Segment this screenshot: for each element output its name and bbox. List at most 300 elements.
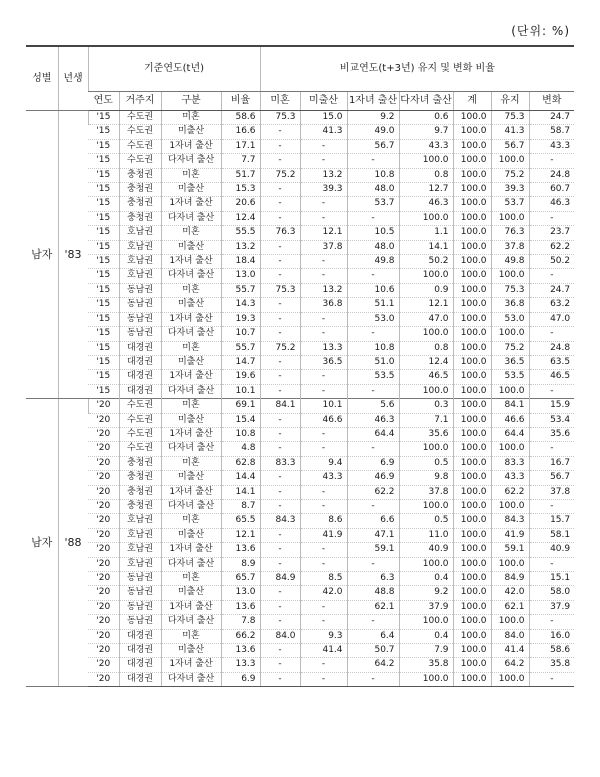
- region-cell: 수도권: [119, 154, 161, 168]
- no-birth-cell: -: [300, 384, 347, 398]
- category-cell: 미출산: [161, 240, 221, 254]
- maintain-cell: 41.9: [491, 528, 529, 542]
- unmarried-cell: -: [260, 413, 300, 427]
- one-child-cell: 64.2: [347, 658, 399, 672]
- multi-child-cell: 0.9: [399, 283, 453, 297]
- change-cell: 43.3: [529, 139, 574, 153]
- year-cell: '15: [88, 111, 119, 125]
- multi-child-cell: 12.4: [399, 355, 453, 369]
- table-row: [26, 283, 574, 297]
- total-cell: 100.0: [453, 572, 491, 586]
- multi-child-cell: 40.9: [399, 543, 453, 557]
- multi-child-cell: 100.0: [399, 499, 453, 513]
- ratio-cell: 17.1: [221, 139, 260, 153]
- change-cell: -: [529, 557, 574, 571]
- multi-child-cell: 100.0: [399, 384, 453, 398]
- no-birth-cell: -: [300, 557, 347, 571]
- maintain-cell: 36.8: [491, 298, 529, 312]
- unmarried-cell: -: [260, 615, 300, 629]
- unmarried-cell: -: [260, 269, 300, 283]
- category-cell: 1자녀 출산: [161, 427, 221, 441]
- maintain-cell: 100.0: [491, 269, 529, 283]
- year-cell: '20: [88, 572, 119, 586]
- table-body: [26, 111, 574, 687]
- region-cell: 호남권: [119, 226, 161, 240]
- maintain-cell: 53.7: [491, 197, 529, 211]
- no-birth-cell: 9.3: [300, 629, 347, 643]
- change-cell: 56.7: [529, 471, 574, 485]
- maintain-cell: 53.0: [491, 312, 529, 326]
- year-cell: '15: [88, 298, 119, 312]
- change-cell: 15.7: [529, 514, 574, 528]
- subheader-no-birth: 미출산: [300, 92, 347, 111]
- category-cell: 1자녀 출산: [161, 543, 221, 557]
- no-birth-cell: 37.8: [300, 240, 347, 254]
- unmarried-cell: 75.3: [260, 283, 300, 297]
- total-cell: 100.0: [453, 298, 491, 312]
- ratio-cell: 14.3: [221, 298, 260, 312]
- table-row: [26, 600, 574, 614]
- maintain-cell: 37.8: [491, 240, 529, 254]
- one-child-cell: 49.8: [347, 255, 399, 269]
- unmarried-cell: 84.1: [260, 399, 300, 413]
- table-row: [26, 644, 574, 658]
- multi-child-cell: 12.1: [399, 298, 453, 312]
- maintain-cell: 56.7: [491, 139, 529, 153]
- table-row: [26, 139, 574, 153]
- total-cell: 100.0: [453, 312, 491, 326]
- no-birth-cell: -: [300, 154, 347, 168]
- multi-child-cell: 47.0: [399, 312, 453, 326]
- ratio-cell: 13.2: [221, 240, 260, 254]
- maintain-cell: 100.0: [491, 557, 529, 571]
- multi-child-cell: 46.3: [399, 197, 453, 211]
- change-cell: 53.4: [529, 413, 574, 427]
- change-cell: -: [529, 442, 574, 456]
- unmarried-cell: -: [260, 255, 300, 269]
- year-cell: '15: [88, 312, 119, 326]
- maintain-cell: 36.5: [491, 355, 529, 369]
- year-cell: '15: [88, 197, 119, 211]
- unmarried-cell: -: [260, 240, 300, 254]
- no-birth-cell: -: [300, 485, 347, 499]
- total-cell: 100.0: [453, 499, 491, 513]
- no-birth-cell: -: [300, 658, 347, 672]
- unmarried-cell: -: [260, 442, 300, 456]
- category-cell: 1자녀 출산: [161, 312, 221, 326]
- total-cell: 100.0: [453, 197, 491, 211]
- multi-child-cell: 12.7: [399, 183, 453, 197]
- region-cell: 동남권: [119, 572, 161, 586]
- unmarried-cell: 75.2: [260, 341, 300, 355]
- ratio-cell: 12.1: [221, 528, 260, 542]
- category-cell: 미혼: [161, 226, 221, 240]
- change-cell: 23.7: [529, 226, 574, 240]
- category-cell: 미혼: [161, 456, 221, 470]
- category-cell: 미출산: [161, 586, 221, 600]
- multi-child-cell: 0.4: [399, 572, 453, 586]
- total-cell: 100.0: [453, 557, 491, 571]
- no-birth-cell: -: [300, 255, 347, 269]
- maintain-cell: 84.0: [491, 629, 529, 643]
- total-cell: 100.0: [453, 255, 491, 269]
- unmarried-cell: -: [260, 298, 300, 312]
- change-cell: -: [529, 154, 574, 168]
- unmarried-cell: -: [260, 312, 300, 326]
- maintain-cell: 100.0: [491, 442, 529, 456]
- change-cell: 16.7: [529, 456, 574, 470]
- category-cell: 미혼: [161, 572, 221, 586]
- category-cell: 1자녀 출산: [161, 485, 221, 499]
- unmarried-cell: -: [260, 197, 300, 211]
- unmarried-cell: -: [260, 183, 300, 197]
- multi-child-cell: 100.0: [399, 211, 453, 225]
- ratio-cell: 58.6: [221, 111, 260, 125]
- change-cell: -: [529, 615, 574, 629]
- category-cell: 1자녀 출산: [161, 139, 221, 153]
- table-row: [26, 370, 574, 384]
- table-row: [26, 413, 574, 427]
- ratio-cell: 65.5: [221, 514, 260, 528]
- ratio-cell: 55.7: [221, 283, 260, 297]
- category-cell: 1자녀 출산: [161, 658, 221, 672]
- maintain-cell: 84.3: [491, 514, 529, 528]
- category-cell: 다자녀 출산: [161, 672, 221, 686]
- one-child-cell: 46.3: [347, 413, 399, 427]
- ratio-cell: 15.4: [221, 413, 260, 427]
- table-row: [26, 183, 574, 197]
- year-cell: '20: [88, 456, 119, 470]
- multi-child-cell: 0.6: [399, 111, 453, 125]
- header-gender: 성별: [26, 46, 58, 111]
- maintain-cell: 59.1: [491, 543, 529, 557]
- change-cell: 60.7: [529, 183, 574, 197]
- year-cell: '15: [88, 240, 119, 254]
- table-row: [26, 572, 574, 586]
- no-birth-cell: 36.5: [300, 355, 347, 369]
- region-cell: 대경권: [119, 672, 161, 686]
- multi-child-cell: 0.3: [399, 399, 453, 413]
- maintain-cell: 62.1: [491, 600, 529, 614]
- one-child-cell: 50.7: [347, 644, 399, 658]
- year-cell: '20: [88, 485, 119, 499]
- table-row: [26, 399, 574, 413]
- no-birth-cell: -: [300, 600, 347, 614]
- unmarried-cell: -: [260, 125, 300, 139]
- total-cell: 100.0: [453, 139, 491, 153]
- maintain-cell: 84.9: [491, 572, 529, 586]
- year-cell: '15: [88, 355, 119, 369]
- no-birth-cell: 15.0: [300, 111, 347, 125]
- year-cell: '15: [88, 139, 119, 153]
- change-cell: 63.2: [529, 298, 574, 312]
- ratio-cell: 13.6: [221, 543, 260, 557]
- maintain-cell: 49.8: [491, 255, 529, 269]
- total-cell: 100.0: [453, 672, 491, 686]
- unit-label: (단위: %): [511, 24, 570, 38]
- region-cell: 호남권: [119, 543, 161, 557]
- no-birth-cell: -: [300, 139, 347, 153]
- ratio-cell: 10.8: [221, 427, 260, 441]
- category-cell: 미혼: [161, 283, 221, 297]
- subheader-total: 계: [453, 92, 491, 111]
- category-cell: 미출산: [161, 298, 221, 312]
- total-cell: 100.0: [453, 543, 491, 557]
- unmarried-cell: -: [260, 154, 300, 168]
- maintain-cell: 100.0: [491, 327, 529, 341]
- ratio-cell: 18.4: [221, 255, 260, 269]
- one-child-cell: 10.6: [347, 283, 399, 297]
- no-birth-cell: -: [300, 442, 347, 456]
- one-child-cell: 49.0: [347, 125, 399, 139]
- subheader-year: 연도: [88, 92, 119, 111]
- total-cell: 100.0: [453, 658, 491, 672]
- change-cell: 58.1: [529, 528, 574, 542]
- change-cell: -: [529, 327, 574, 341]
- one-child-cell: 59.1: [347, 543, 399, 557]
- change-cell: 35.8: [529, 658, 574, 672]
- total-cell: 100.0: [453, 456, 491, 470]
- maintain-cell: 75.2: [491, 168, 529, 182]
- change-cell: 63.5: [529, 355, 574, 369]
- region-cell: 동남권: [119, 600, 161, 614]
- change-cell: 24.7: [529, 283, 574, 297]
- unmarried-cell: -: [260, 384, 300, 398]
- region-cell: 대경권: [119, 355, 161, 369]
- change-cell: 47.0: [529, 312, 574, 326]
- no-birth-cell: -: [300, 211, 347, 225]
- one-child-cell: 53.0: [347, 312, 399, 326]
- one-child-cell: 56.7: [347, 139, 399, 153]
- year-cell: '20: [88, 528, 119, 542]
- total-cell: 100.0: [453, 384, 491, 398]
- region-cell: 충청권: [119, 499, 161, 513]
- ratio-cell: 14.7: [221, 355, 260, 369]
- maintain-cell: 64.4: [491, 427, 529, 441]
- change-cell: 37.9: [529, 600, 574, 614]
- year-cell: '20: [88, 514, 119, 528]
- year-cell: '15: [88, 341, 119, 355]
- total-cell: 100.0: [453, 125, 491, 139]
- year-cell: '15: [88, 183, 119, 197]
- unmarried-cell: -: [260, 211, 300, 225]
- region-cell: 수도권: [119, 427, 161, 441]
- total-cell: 100.0: [453, 168, 491, 182]
- one-child-cell: 46.9: [347, 471, 399, 485]
- unmarried-cell: -: [260, 485, 300, 499]
- one-child-cell: 51.1: [347, 298, 399, 312]
- total-cell: 100.0: [453, 644, 491, 658]
- year-cell: '20: [88, 499, 119, 513]
- year-cell: '15: [88, 327, 119, 341]
- maintain-cell: 75.3: [491, 111, 529, 125]
- region-cell: 수도권: [119, 139, 161, 153]
- total-cell: 100.0: [453, 283, 491, 297]
- table-row: [26, 355, 574, 369]
- region-cell: 동남권: [119, 615, 161, 629]
- one-child-cell: 53.7: [347, 197, 399, 211]
- one-child-cell: -: [347, 442, 399, 456]
- maintain-cell: 42.0: [491, 586, 529, 600]
- one-child-cell: -: [347, 154, 399, 168]
- ratio-cell: 66.2: [221, 629, 260, 643]
- total-cell: 100.0: [453, 370, 491, 384]
- year-cell: '20: [88, 586, 119, 600]
- total-cell: 100.0: [453, 327, 491, 341]
- total-cell: 100.0: [453, 471, 491, 485]
- one-child-cell: -: [347, 211, 399, 225]
- category-cell: 미혼: [161, 514, 221, 528]
- category-cell: 1자녀 출산: [161, 255, 221, 269]
- category-cell: 다자녀 출산: [161, 442, 221, 456]
- unmarried-cell: -: [260, 139, 300, 153]
- category-cell: 미출산: [161, 528, 221, 542]
- region-cell: 충청권: [119, 183, 161, 197]
- total-cell: 100.0: [453, 629, 491, 643]
- table-row: [26, 514, 574, 528]
- ratio-cell: 4.8: [221, 442, 260, 456]
- table-row: [26, 658, 574, 672]
- data-table: [26, 45, 574, 687]
- multi-child-cell: 1.1: [399, 226, 453, 240]
- region-cell: 대경권: [119, 341, 161, 355]
- category-cell: 미출산: [161, 355, 221, 369]
- no-birth-cell: -: [300, 327, 347, 341]
- change-cell: 46.3: [529, 197, 574, 211]
- no-birth-cell: 36.8: [300, 298, 347, 312]
- unmarried-cell: 83.3: [260, 456, 300, 470]
- ratio-cell: 6.9: [221, 672, 260, 686]
- category-cell: 1자녀 출산: [161, 600, 221, 614]
- table-row: [26, 197, 574, 211]
- year-cell: '15: [88, 154, 119, 168]
- total-cell: 100.0: [453, 399, 491, 413]
- total-cell: 100.0: [453, 355, 491, 369]
- table-row: [26, 255, 574, 269]
- multi-child-cell: 100.0: [399, 442, 453, 456]
- category-cell: 다자녀 출산: [161, 327, 221, 341]
- maintain-cell: 62.2: [491, 485, 529, 499]
- year-cell: '15: [88, 269, 119, 283]
- ratio-cell: 13.6: [221, 644, 260, 658]
- table-row: [26, 615, 574, 629]
- change-cell: 50.2: [529, 255, 574, 269]
- total-cell: 100.0: [453, 413, 491, 427]
- no-birth-cell: -: [300, 370, 347, 384]
- table-row: [26, 672, 574, 686]
- total-cell: 100.0: [453, 615, 491, 629]
- total-cell: 100.0: [453, 240, 491, 254]
- total-cell: 100.0: [453, 485, 491, 499]
- category-cell: 미출산: [161, 644, 221, 658]
- table-row: [26, 269, 574, 283]
- one-child-cell: 53.5: [347, 370, 399, 384]
- change-cell: -: [529, 269, 574, 283]
- category-cell: 다자녀 출산: [161, 269, 221, 283]
- unmarried-cell: 75.3: [260, 111, 300, 125]
- one-child-cell: -: [347, 672, 399, 686]
- no-birth-cell: -: [300, 269, 347, 283]
- table-row: [26, 211, 574, 225]
- multi-child-cell: 50.2: [399, 255, 453, 269]
- cohort-cell: '88: [58, 399, 88, 687]
- table-row: [26, 327, 574, 341]
- ratio-cell: 13.6: [221, 600, 260, 614]
- ratio-cell: 19.6: [221, 370, 260, 384]
- no-birth-cell: 13.2: [300, 283, 347, 297]
- no-birth-cell: -: [300, 615, 347, 629]
- unmarried-cell: -: [260, 600, 300, 614]
- maintain-cell: 83.3: [491, 456, 529, 470]
- year-cell: '20: [88, 658, 119, 672]
- unmarried-cell: 75.2: [260, 168, 300, 182]
- maintain-cell: 43.3: [491, 471, 529, 485]
- year-cell: '15: [88, 370, 119, 384]
- change-cell: 15.1: [529, 572, 574, 586]
- region-cell: 호남권: [119, 528, 161, 542]
- one-child-cell: -: [347, 269, 399, 283]
- category-cell: 미출산: [161, 413, 221, 427]
- unmarried-cell: -: [260, 370, 300, 384]
- unmarried-cell: -: [260, 471, 300, 485]
- one-child-cell: 6.3: [347, 572, 399, 586]
- total-cell: 100.0: [453, 528, 491, 542]
- one-child-cell: -: [347, 499, 399, 513]
- ratio-cell: 14.4: [221, 471, 260, 485]
- change-cell: -: [529, 211, 574, 225]
- total-cell: 100.0: [453, 514, 491, 528]
- table-row: [26, 226, 574, 240]
- table-row: [26, 341, 574, 355]
- category-cell: 미혼: [161, 341, 221, 355]
- unmarried-cell: -: [260, 644, 300, 658]
- maintain-cell: 84.1: [491, 399, 529, 413]
- table-row: [26, 485, 574, 499]
- unmarried-cell: -: [260, 528, 300, 542]
- multi-child-cell: 9.7: [399, 125, 453, 139]
- one-child-cell: 51.0: [347, 355, 399, 369]
- region-cell: 동남권: [119, 327, 161, 341]
- table-row: [26, 543, 574, 557]
- year-cell: '15: [88, 255, 119, 269]
- table-row: [26, 586, 574, 600]
- total-cell: 100.0: [453, 442, 491, 456]
- ratio-cell: 8.7: [221, 499, 260, 513]
- no-birth-cell: -: [300, 312, 347, 326]
- ratio-cell: 7.7: [221, 154, 260, 168]
- region-cell: 동남권: [119, 283, 161, 297]
- total-cell: 100.0: [453, 111, 491, 125]
- ratio-cell: 55.7: [221, 341, 260, 355]
- category-cell: 미혼: [161, 168, 221, 182]
- change-cell: 62.2: [529, 240, 574, 254]
- category-cell: 다자녀 출산: [161, 615, 221, 629]
- year-cell: '20: [88, 557, 119, 571]
- no-birth-cell: 41.9: [300, 528, 347, 542]
- table-row: [26, 629, 574, 643]
- maintain-cell: 100.0: [491, 154, 529, 168]
- category-cell: 다자녀 출산: [161, 154, 221, 168]
- region-cell: 대경권: [119, 384, 161, 398]
- multi-child-cell: 35.6: [399, 427, 453, 441]
- table-row: [26, 154, 574, 168]
- multi-child-cell: 100.0: [399, 615, 453, 629]
- no-birth-cell: 46.6: [300, 413, 347, 427]
- table-row: [26, 384, 574, 398]
- total-cell: 100.0: [453, 211, 491, 225]
- multi-child-cell: 11.0: [399, 528, 453, 542]
- ratio-cell: 13.0: [221, 586, 260, 600]
